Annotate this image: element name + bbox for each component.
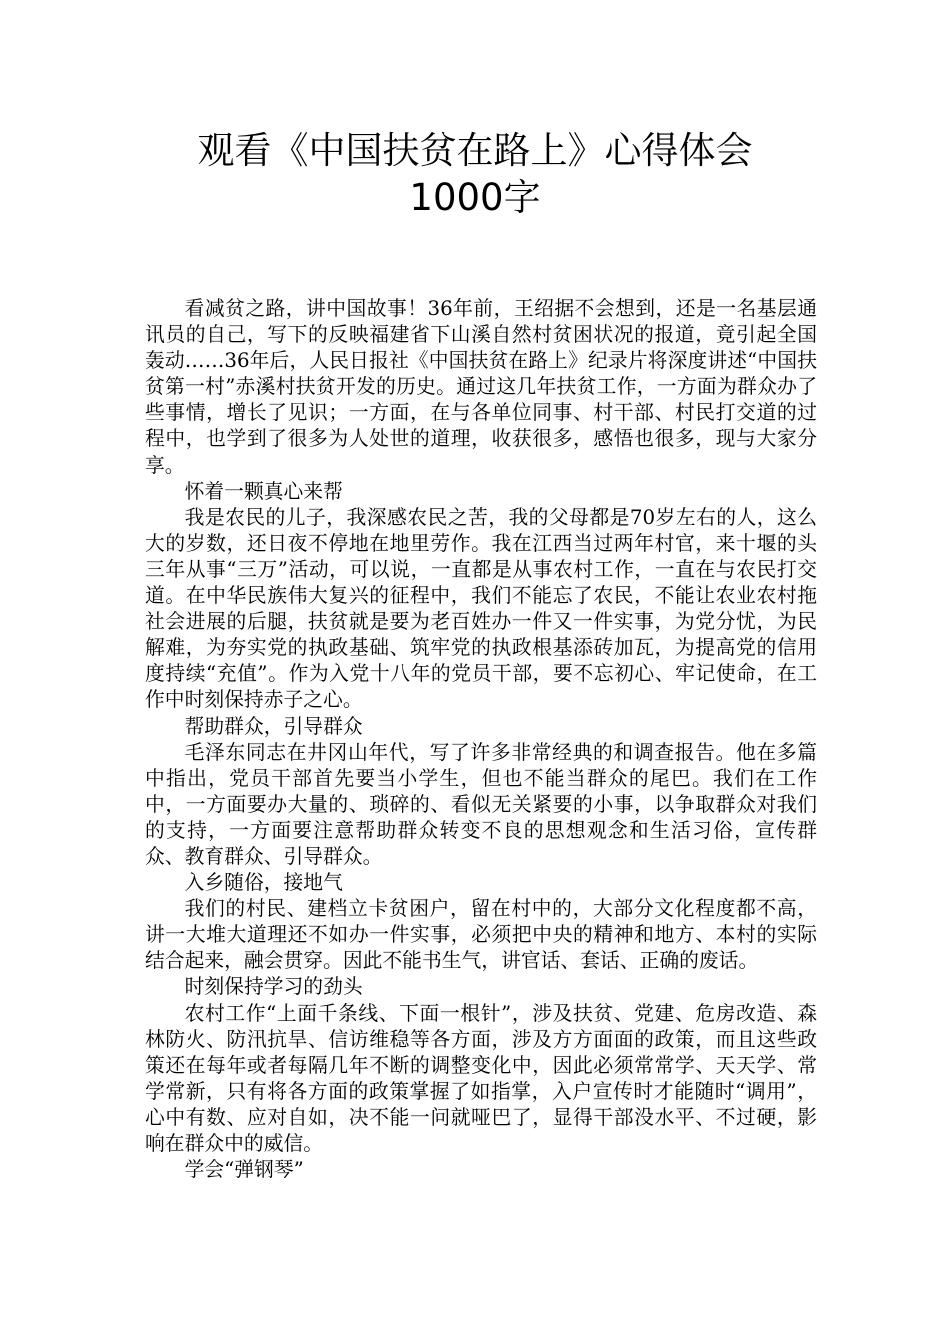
section-heading: 入乡随俗，接地气 (184, 871, 343, 895)
paragraph: 我是农民的儿子，我深感农民之苦，我的父母都是70岁左右的人，这么大的岁数，还日夜不停地在地里劳作。我在江西当过两年村官，来十堰的头三年从事“三万”活动，可以说，一直都是从事农村工作，一直在与农民打交道。在中华民族伟大复兴的征程中，我们不能忘了农民，不能让农业农村拖社会进展的后腿，扶贫就是要为老百姓办一件又一件实事，为党分忧，为民解难，为夯实党的执政基础、筑牢党的执政根基添砖加瓦，为提高党的信用度持续“充值”。作为入党十八年的党员干部，要不忘初心、牢记使命，在工作中时刻保持赤子之心。 (145, 505, 817, 712)
paragraph: 毛泽东同志在井冈山年代，写了许多非常经典的和调查报告。他在多篇中指出，党员干部首先要当小学生，但也不能当群众的尾巴。我们在工作中，一方面要办大量的、琐碎的、看似无关紧要的小事，以争取群众对我们的支持，一方面要注意帮助群众转变不良的思想观念和生活习俗，宣传群众、教育群众、引导群众。 (145, 740, 817, 868)
document-title: 观看《中国扶贫在路上》心得体会 (197, 129, 753, 172)
document-body (145, 296, 817, 1183)
paragraph-intro: 看减贫之路，讲中国故事！36年前，王绍据不会想到，还是一名基层通讯员的自己，写下的反映福建省下山溪自然村贫困状况的报道，竟引起全国轰动……36年后，人民日报社《中国扶贫在路上》纪录片将深度讲述“中国扶贫第一村”赤溪村扶贫开发的历史。通过这几年扶贫工作，一方面为群众办了些事情，增长了见识；一方面，在与各单位同事、村干部、村民打交道的过程中，也学到了很多为人处世的道理，收获很多，感悟也很多，现与大家分享。 (145, 297, 817, 477)
section-heading: 学会“弹钢琴” (184, 1158, 304, 1182)
section-heading: 帮助群众，引导群众 (184, 714, 363, 738)
paragraph: 我们的村民、建档立卡贫困户，留在村中的，大部分文化程度都不高，讲一大堆大道理还不如办一件实事，必须把中央的精神和地方、本村的实际结合起来，融会贯穿。因此不能书生气，讲官话、套话、正确的废话。 (145, 897, 817, 973)
section-heading: 时刻保持学习的劲头 (184, 975, 363, 999)
section-heading: 怀着一颗真心来帮 (184, 479, 343, 503)
paragraph: 农村工作“上面千条线、下面一根针”，涉及扶贫、党建、危房改造、森林防火、防汛抗旱、信访维稳等各方面，涉及方方面面的政策，而且这些政策还在每年或者每隔几年不断的调整变化中，因此必须常常学、天天学、常学常新，只有将各方面的政策掌握了如指掌，入户宣传时才能随时“调用”，心中有数、应对自如，决不能一问就哑巴了，显得干部没水平、不过硬，影响在群众中的威信。 (145, 1001, 817, 1155)
document-title-continued: 1000字 (409, 176, 541, 219)
